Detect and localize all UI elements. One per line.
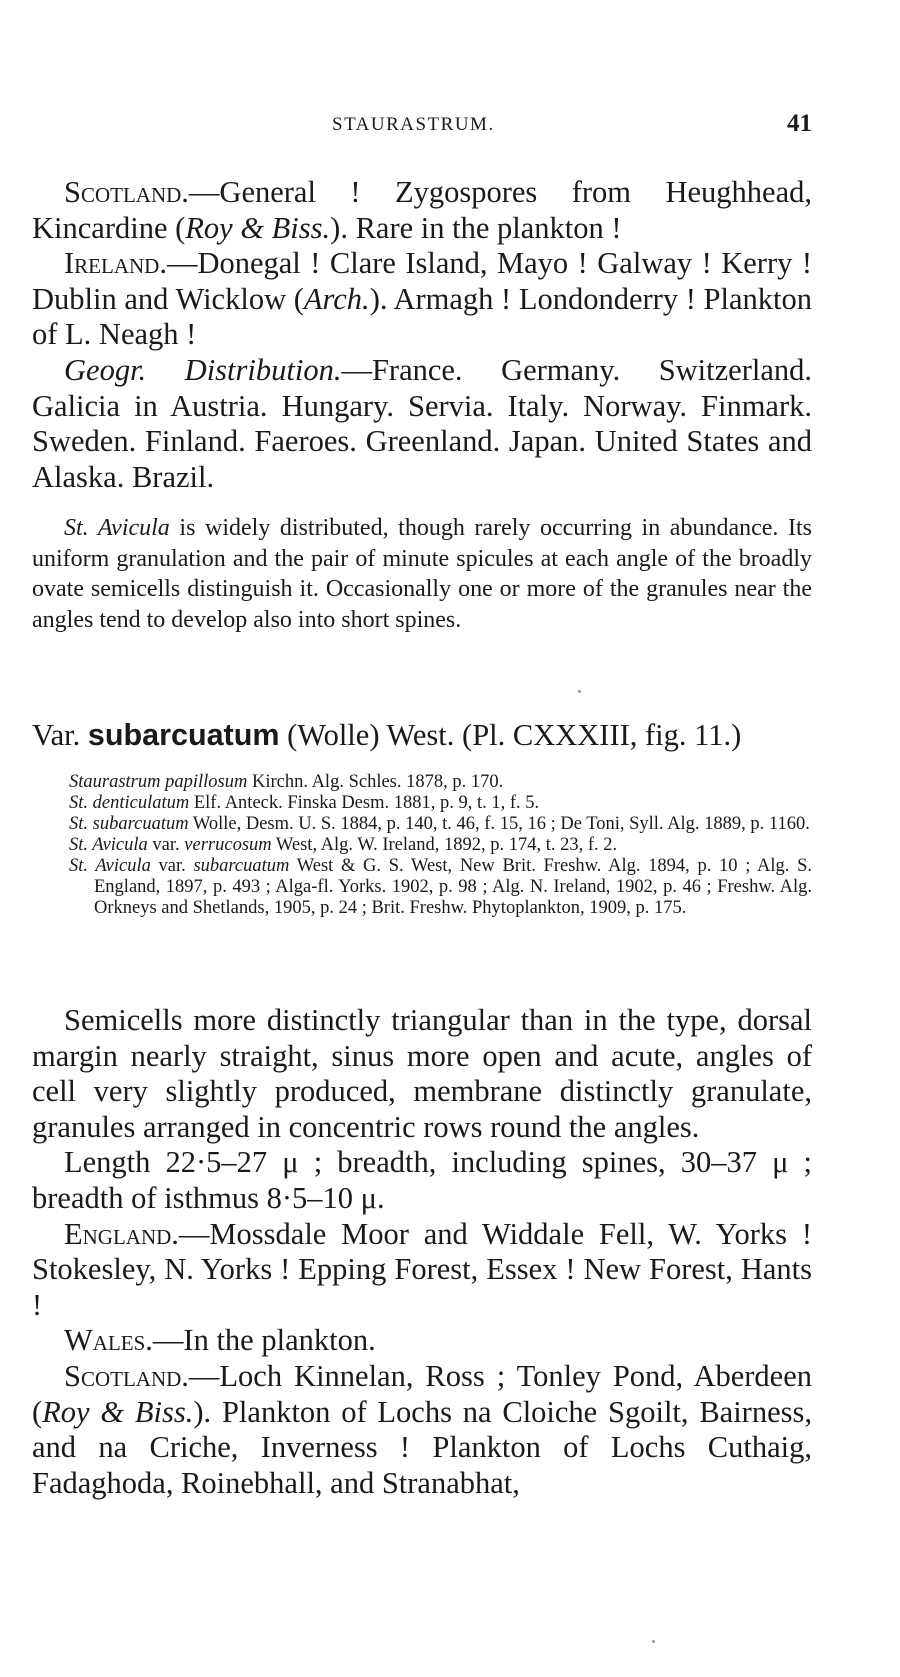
- description-paragraph: Semicells more distinctly triangular than in the type, dorsal margin nearly straight, sinus more open and acute, angles of cell very slightly produced, membrane distinctly granulate, granules arranged in concentric rows round the angles.: [32, 1003, 812, 1144]
- scotland-paragraph: Scotland.—Loch Kinnelan, Ross ; Tonley Pond, Aberdeen (Roy & Biss.). Plankton of Lochs na Cloiche Sgoilt, Bairness, and na Criche, Inverness ! Plankton of Lochs Cuthaig, Fadaghoda, Roinebhall, and Stranabhat,: [32, 1358, 812, 1500]
- variety-description: [32, 1003, 812, 1501]
- geographic-distribution-paragraph: Geogr. Distribution.—France. Germany. Switzerland. Galicia in Austria. Hungary. Servia. Italy. Norway. Finmark. Sweden. Finland. Faeroes. Greenland. Japan. United States and Alaska. Brazil.: [32, 352, 812, 494]
- page-number: 41: [787, 110, 812, 137]
- wales-paragraph: Wales.—In the plankton.: [64, 1323, 376, 1358]
- england-paragraph: England.—Mossdale Moor and Widdale Fell, W. Yorks ! Stokesley, N. Yorks ! Epping Forest, Essex ! New Forest, Hants !: [32, 1216, 812, 1322]
- variety-name: subarcuatum: [87, 718, 280, 752]
- running-title: STAURASTRUM.: [332, 114, 495, 135]
- dimensions-paragraph: Length 22·5–27 μ ; breadth, including spines, 30–37 μ ; breadth of isthmus 8·5–10 μ.: [32, 1145, 812, 1215]
- ireland-paragraph: Ireland.—Donegal ! Clare Island, Mayo ! Galway ! Kerry ! Dublin and Wicklow (Arch.). Armagh ! Londonderry ! Plankton of L. Neagh !: [32, 246, 812, 352]
- synonym-entry: St. subarcuatum Wolle, Desm. U. S. 1884, p. 140, t. 46, f. 15, 16 ; De Toni, Syll. Alg. 1889, p. 1160.: [69, 814, 810, 834]
- scotland-paragraph: Scotland.—General ! Zygospores from Heughhead, Kincardine (Roy & Biss.). Rare in the plankton !: [32, 175, 812, 245]
- synonym-entry: St. Avicula var. verrucosum West, Alg. W. Ireland, 1892, p. 174, t. 23, f. 2.: [69, 835, 618, 855]
- region-label: Scotland.: [64, 1358, 189, 1393]
- synonymy-list: [32, 772, 812, 919]
- synonym-entry: Staurastrum papillosum Kirchn. Alg. Schles. 1878, p. 170.: [69, 772, 504, 792]
- running-header: [32, 110, 812, 144]
- plate-reference: (Pl. CXXXIII, fig. 11.): [454, 718, 742, 752]
- species-name: St. Avicula: [64, 515, 170, 541]
- variety-heading: Var. subarcuatum (Wolle) West. (Pl. CXXXIII, fig. 11.): [32, 718, 742, 752]
- species-note: St. Avicula is widely distributed, though rarely occurring in abundance. Its uniform granulation and the pair of minute spicules at each angle of the broadly ovate semicells distinguish it. Occasionally one or more of the granules near the angles tend to develop also into short spines.: [32, 515, 812, 633]
- print-speck: [578, 690, 581, 693]
- print-speck: [652, 1640, 655, 1643]
- synonym-entry: St. Avicula var. subarcuatum West & G. S. West, New Brit. Freshw. Alg. 1894, p. 10 ; Alg. S. England, 1897, p. 493 ; Alga-fl. Yorks. 1902, p. 98 ; Alg. N. Ireland, 1902, p. 46 ; Freshw. Alg. Orkneys and Shetlands, 1905, p. 24 ; Brit. Freshw. Phytoplankton, 1909, p. 175.: [69, 856, 812, 918]
- region-label: Ireland.: [64, 246, 167, 281]
- synonym-entry: St. denticulatum Elf. Anteck. Finska Desm. 1881, p. 9, t. 1, f. 5.: [69, 793, 540, 813]
- region-label: Wales.: [64, 1323, 153, 1358]
- distribution-section: [32, 175, 812, 495]
- region-label: Scotland.: [64, 175, 189, 209]
- region-label: England.: [64, 1216, 179, 1251]
- distribution-label: Geogr. Distribution.: [64, 352, 342, 387]
